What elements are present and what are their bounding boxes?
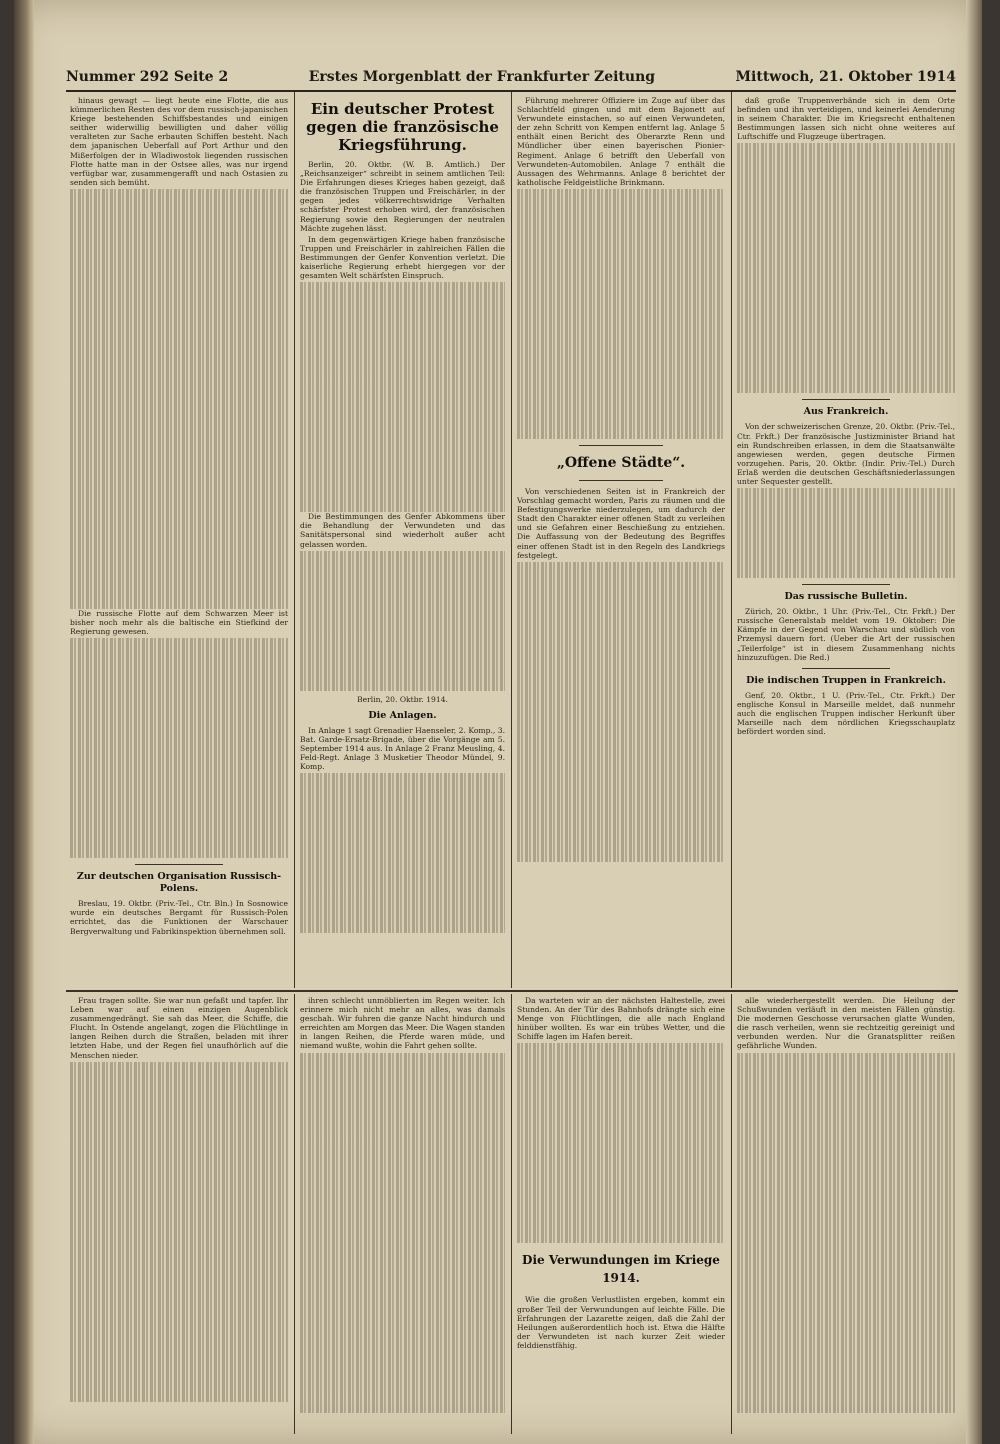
feuilleton-rule [66,990,958,992]
column-rule [731,994,732,1434]
column-rule [294,92,295,988]
short-rule [579,480,662,481]
paragraph: In dem gegenwärtigen Kriege haben französische Truppen und Freischärler in zahlreichen Fällen die Bestimmungen der Genfer Konvention verletzt. Die kaiserliche Regierung erhebt hiergegen vor der gesamten Welt schärfsten Einspruch. [300,234,505,281]
paragraph: In Anlage 1 sagt Grenadier Haenseler, 2. Komp., 3. Bat. Garde-Ersatz-Brigade, über die Vorgänge am 5. September 1914 aus. In Anlage 2 Franz Meusling, 4. Feld-Regt. Anlage 3 Musketier Theodor Mündel, 9. Komp. [300,725,505,772]
text-filler [70,189,288,609]
dateline: Berlin, 20. Oktbr. 1914. [357,694,448,704]
paragraph: Von der schweizerischen Grenze, 20. Oktbr. (Priv.-Tel., Ctr. Frkft.) Der französische Justizminister Briand hat ein Rundschreiben erlassen, in dem die Staatsanwälte angewiesen werden, gegen deutsche Firmen vorzugehen. Paris, 20. Oktbr. (Indir. Priv.-Tel.) Durch Erlaß werden die deutschen Geschäftsniederlassungen unter Sequester gestellt. [737,422,955,487]
column-rule [511,92,512,988]
paragraph: Zürich, 20. Oktbr., 1 Uhr. (Priv.-Tel., Ctr. Frkft.) Der russische Generalstab meldet vom 19. Oktober: Die Kämpfe in der Gegend von Warschau und südlich von Przemysl dauern fort. (Ueber die Art der russischen „Teilerfolge“ ist in diesem Zusammenhang nichts hinzuzufügen. Die Red.) [737,607,955,662]
feuilleton-column-2 [300,996,505,1432]
paragraph: Führung mehrerer Offiziere im Zuge auf über das Schlachtfeld gingen und mit dem Bajonett auf Verwundete einstachen, so auf einen Verwundeten, der zehn Schritt von Kempen entfernt lag. Anlage 5 enthält einen Bericht des Oberarzte Renn und Mündlicher über einen bayerischen Pionier-Regiment. Anlage 6 betrifft den Ueberfall von Verwundeten-Automobilen. Anlage 7 enthält die Aussagen des Wehrmanns. Anlage 8 berichtet der katholische Feldgeistliche Brinkmann. [517,96,725,187]
feuilleton-column-4 [737,996,955,1432]
column-1 [70,96,288,986]
article-headline: Ein deutscher Protest gegen die französische Kriegsführung. [306,100,499,154]
paragraph: Die russische Flotte auf dem Schwarzen Meer ist bisher noch mehr als die baltische ein Stiefkind der Regierung gewesen. [70,608,288,637]
section-heading: Das russische Bulletin. [784,591,908,603]
paragraph: Von verschiedenen Seiten ist in Frankreich der Vorschlag gemacht worden, Paris zu räumen und die Befestigungswerke niederzulegen, um dadurch der Stadt den Charakter einer offenen Stadt zu verleihen und sie Gefahren einer Beschießung zu entziehen. Die Auffassung von der Bedeutung des Begriffes einer offenen Stadt ist in den Regeln des Landkriegs festgelegt. [517,486,725,560]
issue-date: Mittwoch, 21. Oktober 1914 [735,69,956,85]
paragraph: Frau tragen sollte. Sie war nun gefaßt und tapfer. Ihr Leben war auf einen einzigen Augenblick zusammengedrängt. Sie sah das Meer, die Schiffe, die Flucht. In Ostende angelangt, zogen die Flüchtlinge in langen Reihen durch die Straßen, beladen mit ihrer letzten Habe, und der Regen fiel unaufhörlich auf die Menschen nieder. [70,996,288,1060]
paragraph: hinaus gewagt — liegt heute eine Flotte, die aus kümmerlichen Resten des vor dem russisch-japanischen Kriege bestehenden Schiffsbestandes und einigen seither widerwillig bewilligten und daher völlig veralteten zur Sache erbauten Schiffen besteht. Nach dem japanischen Ueberfall auf Port Arthur und den Mißerfolgen der in Wladiwostok liegenden russischen Flotte hatte man in der Ostsee alles, was nur irgend verfügbar war, zusammengerafft und nach Ostasien zu senden sich bemüht. [70,96,288,187]
text-filler [300,773,505,933]
feuilleton-column-3 [517,996,725,1432]
text-filler [737,1053,955,1413]
text-filler [300,282,505,512]
text-filler [737,143,955,393]
column-rule [511,994,512,1434]
paragraph: ihren schlecht unmöblierten im Regen weiter. Ich erinnere mich nicht mehr an alles, was damals geschah. Wir fuhren die ganze Nacht hindurch und erreichten am Morgen das Meer. Die Wagen standen in langen Reihen, die Pferde waren müde, und niemand wußte, wohin die Fahrt gehen sollte. [300,996,505,1051]
paragraph: Berlin, 20. Oktbr. (W. B. Amtlich.) Der „Reichsanzeiger“ schreibt in seinem amtlichen Teil: Die Erfahrungen dieses Krieges haben gezeigt, daß die französischen Truppen und Freischärler, in der gegen jedes völkerrechtswidrige Verhalten schärfster Protest erhoben wird, der französischen Regierung sowie den Regierungen der neutralen Mächte zugehen lässt. [300,160,505,233]
paragraph: Da warteten wir an der nächsten Haltestelle, zwei Stunden. An der Tür des Bahnhofs drängte sich eine Menge von Flüchtlingen, die alle nach England hinüber wollten. Es war ein trübes Wetter, und die Schiffe lagen im Hafen bereit. [517,996,725,1042]
text-filler [517,1043,725,1243]
paragraph: Die Bestimmungen des Genfer Abkommens über die Behandlung der Verwundeten und das Sanitätspersonal sind wiederholt außer acht gelassen worden. [300,512,505,549]
column-rule [294,994,295,1434]
text-filler [300,1053,505,1413]
paragraph: Wie die großen Verlustlisten ergeben, kommt ein großer Teil der Verwundungen auf leichte Fälle. Die Erfahrungen der Lazarette zeigen, daß die Zahl der Heilungen außerordentlich hoch ist. Etwa die Hälfte der Verwundeten ist nach kurzer Zeit wieder felddienstfähig. [517,1295,725,1350]
short-rule [579,445,662,446]
page-edge [966,0,982,1444]
column-3 [517,96,725,986]
column-4 [737,96,955,986]
short-rule [135,864,222,865]
short-rule [802,399,889,400]
text-filler [517,562,725,862]
issue-number: Nummer 292 Seite 2 [66,69,229,85]
column-2 [300,96,505,986]
article-headline: „Offene Städte“. [556,454,686,471]
section-heading: Aus Frankreich. [803,406,889,418]
paragraph: daß große Truppenverbände sich in dem Orte befinden und ihn verteidigen, und keinerlei Aenderung in seinem Charakter. Die im Kriegsrecht enthaltenen Bestimmungen lassen sich nicht ohne weiteres auf Luftschiffe und Flugzeuge übertragen. [737,96,955,142]
short-rule [802,584,889,585]
text-filler [70,638,288,858]
text-filler [737,488,955,578]
newspaper-page [14,0,982,1444]
paragraph: alle wiederhergestellt werden. Die Heilung der Schußwunden verläuft in den meisten Fällen günstig. Die modernen Geschosse verursachen glatte Wunden, die rasch verheilen, wenn sie rechtzeitig gereinigt und verbunden werden. Nur die Granatsplitter reißen gefährliche Wunden. [737,996,955,1051]
short-rule [802,668,889,669]
section-heading: Die indischen Truppen in Frankreich. [746,674,946,686]
paper-title: Erstes Morgenblatt der Frankfurter Zeitung [308,69,656,85]
column-rule [731,92,732,988]
feuilleton-column-1 [70,996,288,1432]
section-heading: Zur deutschen Organisation Russisch-Polens. [76,871,282,895]
book-binding [14,0,34,1444]
masthead [66,64,956,92]
article-headline: Die Verwundungen im Kriege 1914. [522,1253,720,1286]
text-filler [517,189,725,439]
text-filler [70,1062,288,1402]
paragraph: Breslau, 19. Oktbr. (Priv.-Tel., Ctr. Bln.) In Sosnowice wurde ein deutsches Bergamt für Russisch-Polen errichtet, das die Funktionen der Warschauer Bergverwaltung und Fabrikinspektion übernehmen soll. [70,899,288,936]
section-heading: Die Anlagen. [368,709,437,721]
paragraph: Genf, 20. Oktbr., 1 U. (Priv.-Tel., Ctr. Frkft.) Der englische Konsul in Marseille meldet, daß nunmehr auch die englischen Truppen indischer Herkunft über Marseille nach dem nördlichen Kriegsschauplatz befördert worden sind. [737,690,955,737]
text-filler [300,551,505,691]
